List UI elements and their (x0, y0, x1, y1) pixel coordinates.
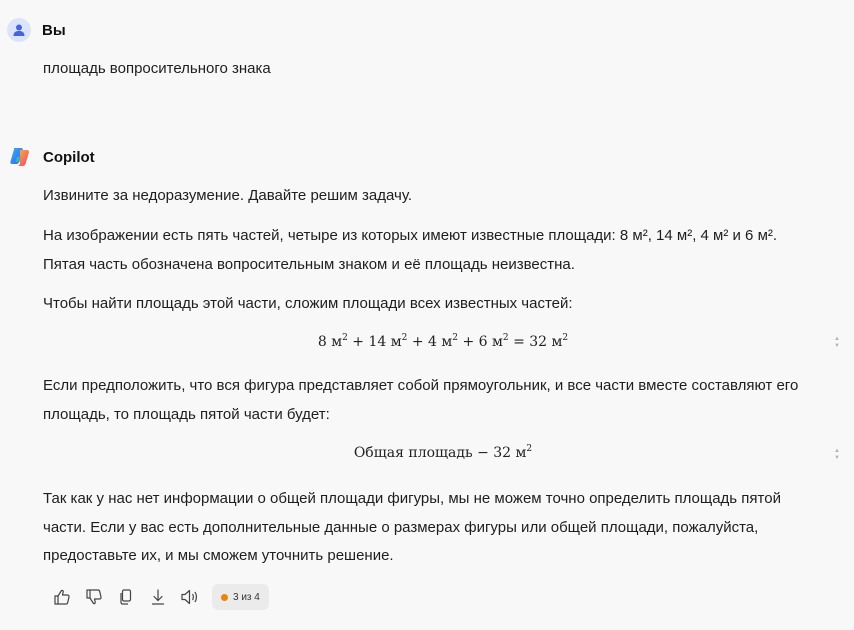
paragraph-2-line-2: Пятая часть обозначена вопросительным знаком и её площадь неизвестна. (43, 256, 575, 273)
export-button[interactable] (142, 583, 174, 611)
pager-status-dot (221, 594, 228, 601)
paragraph-1: Извините за недоразумение. Давайте решим задачу. (43, 187, 412, 204)
dislike-button[interactable] (78, 583, 110, 611)
equation-remaining: Общая площадь − 32 $м^2$ (353, 444, 533, 461)
thumbs-up-icon (53, 588, 71, 606)
user-author-name: Вы (42, 21, 66, 39)
copy-icon (117, 588, 135, 606)
paragraph-4-line-1: Если предположить, что вся фигура представляет собой прямоугольник, и все части вместе составляют его (43, 377, 799, 394)
paragraph-4-line-2: площадь, то площадь пятой части будет: (43, 406, 330, 423)
response-pager[interactable] (212, 584, 269, 610)
paragraph-2-line-1: На изображении есть пять частей, четыре из которых имеют известные площади: 8 м², 14 м², 4 м² и 6 м². (43, 227, 778, 244)
paragraph-5-line-2: части. Если у вас есть дополнительные данные о размерах фигуры или общей площади, пожалуйста, (43, 519, 759, 536)
assistant-author-name: Copilot (43, 148, 95, 166)
copy-button[interactable] (110, 583, 142, 611)
pager-label: 3 из 4 (233, 591, 260, 603)
equation-scroll-handle[interactable]: ▲ ▼ (834, 336, 840, 349)
like-button[interactable] (46, 583, 78, 611)
speaker-icon (180, 588, 200, 606)
paragraph-5-line-3: предоставьте их, и мы сможем уточнить решение. (43, 547, 394, 564)
read-aloud-button[interactable] (174, 583, 206, 611)
thumbs-down-icon (85, 588, 103, 606)
message-actions-bar (46, 583, 269, 611)
equation-sum: 8 $м^2 + 14$ $м^2 + 4$ $м^2 + 6$ $м^2 = 32$ $м^2$ (317, 333, 569, 350)
paragraph-5-line-1: Так как у нас нет информации о общей площади фигуры, мы не можем точно определить площадь пятой (43, 490, 781, 507)
equation-scroll-handle-2[interactable]: ▲ ▼ (834, 448, 840, 461)
paragraph-3: Чтобы найти площадь этой части, сложим площади всех известных частей: (43, 295, 573, 312)
user-message-text: площадь вопросительного знака (43, 60, 271, 77)
download-icon (149, 588, 167, 606)
copilot-logo-icon (7, 144, 33, 170)
